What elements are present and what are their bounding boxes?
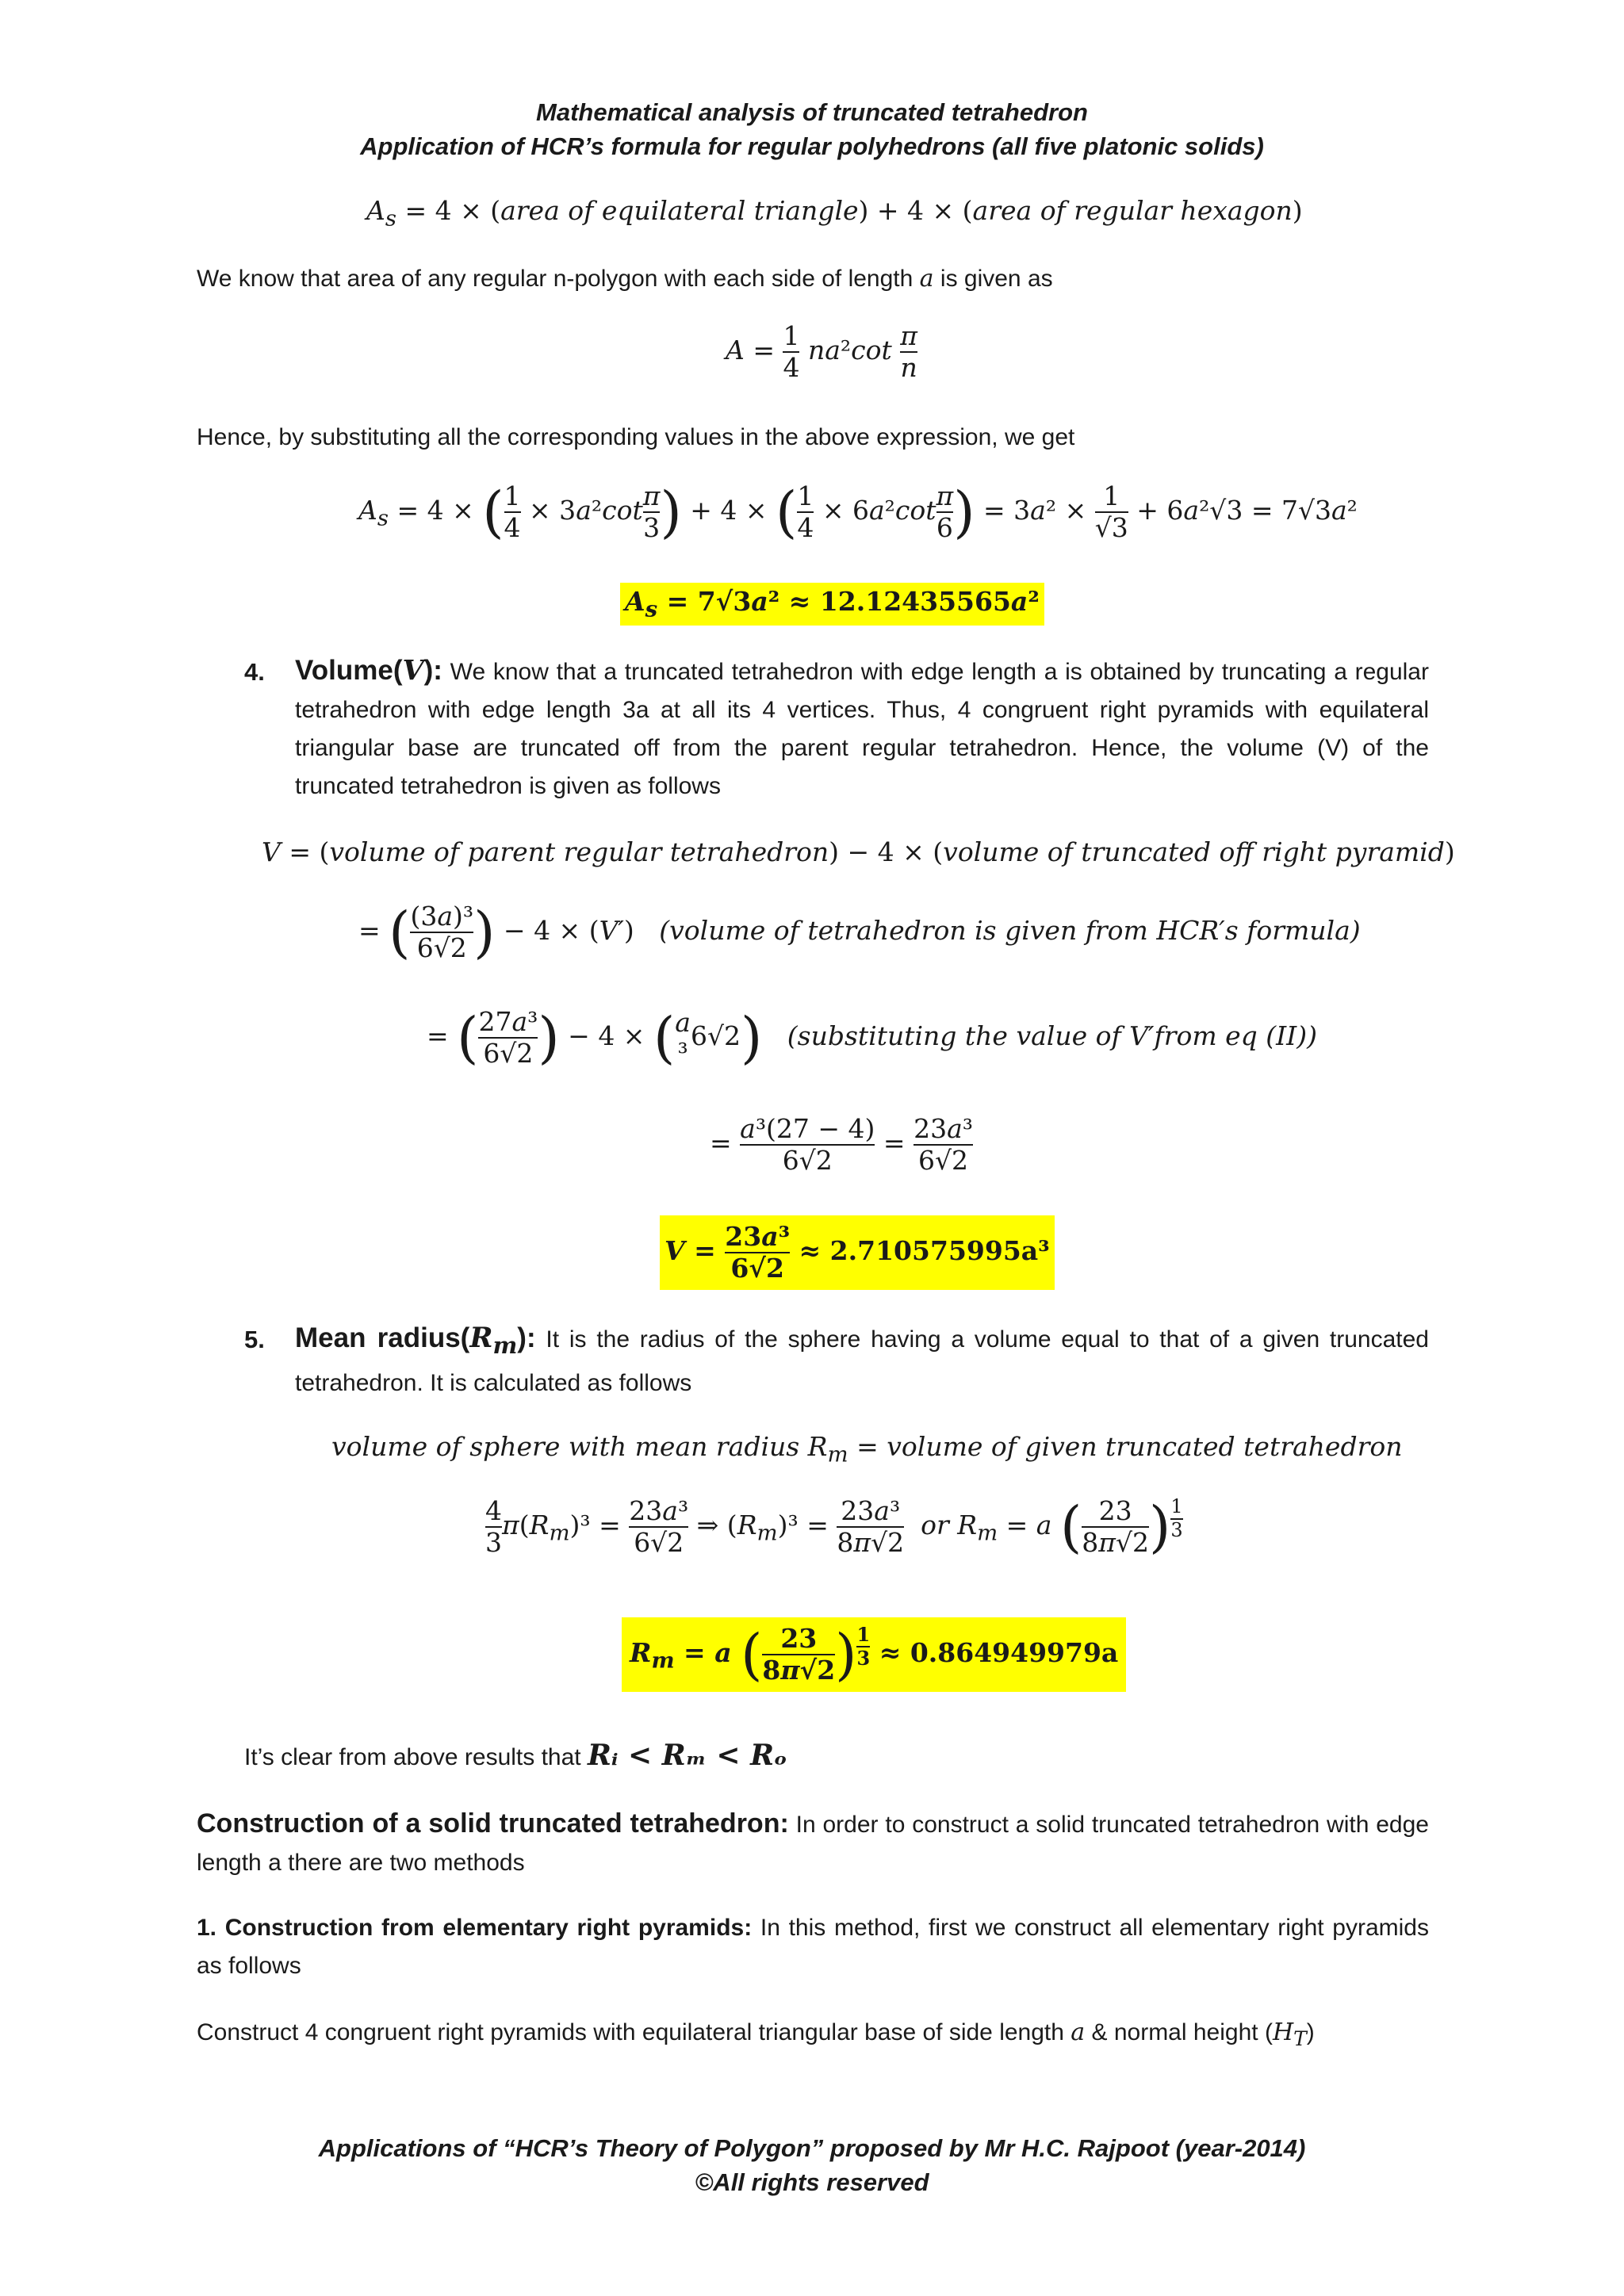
polygon-area-formula: A = $\frac{1}{4}$ na²cot $\frac{\pi}{n}$ <box>726 320 917 383</box>
method1-text: In this method, first we construct all elementary right pyramids as follows <box>197 1915 1429 1979</box>
construction-heading: Construction of a solid truncated tetrahedron: <box>197 1808 789 1839</box>
conclusion-line <box>244 1736 787 1777</box>
area-expansion: $A_s = 4$ × ( $\frac{1}{4}$ × 3a²cot $\frac{\pi}{3}$ ) + 4 × ( $\frac{1}{4}$ × 6a²cot $\frac{\pi}{6}$ ) = 3a² × $\frac{1}{√3}$ + 6a²√3 = 7√3a² <box>358 480 1358 545</box>
substitute-text: Hence, by substituting all the corresponding values in the above expression, we get <box>197 424 1075 450</box>
area-result: $A_s = 7√3a^2 \approx 12.12435565a^2$ <box>620 583 1044 626</box>
volume-eq3: = ( $\frac{\text{27a³}}{6√2}$ ) − 4 × ( a ³6√2) (substituting the value of V′from eq (II)) <box>427 1005 1317 1070</box>
area-formula: $A_s = 4$ × (area of equilateral triangle) + 4 × (area of regular hexagon) <box>366 195 1303 232</box>
volume-paragraph: Volume(V): We know that a truncated tetrahedron with edge length a is obtained by truncating a regular tetrahedron with edge length 3a at all its 4 vertices. Thus, 4 congruent right pyramids with equilateral triangular base are truncated off from the parent regular tetrahedron. Hence, the volume (V) of the truncated tetrahedron is given as follows <box>295 654 1429 799</box>
volume-number: 4. <box>244 658 265 686</box>
volume-eq1: V = (volume of parent regular tetrahedron) − 4 × (volume of truncated off right pyramid) <box>262 836 1455 867</box>
construction-paragraph <box>197 1804 1429 1882</box>
footer-line2: ©All rights reserved <box>695 2168 929 2196</box>
mean-radius-result-value: ≈ 0.864949979a <box>879 1637 1119 1668</box>
mean-radius-result: $R_m = a$ ( $\frac{23}{8\pi√2}$ ) $^{\frac{1}{3}}$ ≈ 0.864949979a <box>622 1617 1126 1692</box>
volume-result-value: ≈ 2.710575995a³ <box>799 1234 1050 1266</box>
volume-text: We know that a truncated tetrahedron with edge length a is obtained by truncating a regular tetrahedron with edge length 3a at all its 4 vertices. Thus, 4 congruent right pyramids with equilateral triangular base are truncated off from the parent regular tetrahedron. Hence, the volume (V) of the truncated tetrahedron is given as follows <box>295 659 1429 799</box>
method1-heading: 1. Construction from elementary right pyramids: <box>197 1915 753 1941</box>
header-subtitle: Application of HCR’s formula for regular polyhedrons (all five platonic solids) <box>360 132 1264 160</box>
construction-step: Construct 4 congruent right pyramids with equilateral triangular base of side length a & normal height $(H_T)$ <box>197 2019 1315 2050</box>
mean-radius-eq1: volume of sphere with mean radius $R_m$ = volume of given truncated tetrahedron <box>331 1431 1403 1468</box>
mean-radius-paragraph: Mean $radius(R_m)$: It is the radius of the sphere having a volume equal to that of a given truncated tetrahedron. It is calculated as follows <box>295 1322 1429 1396</box>
volume-result: V = $\frac{\text{23a³}}{6√2}$ ≈ 2.710575995a³ <box>660 1215 1055 1290</box>
footer-line1: Applications of “HCR’s Theory of Polygon” proposed by Mr H.C. Rajpoot (year-2014) <box>318 2134 1306 2162</box>
mean-radius-number: 5. <box>244 1326 265 1353</box>
mean-radius-eq2: $\frac{4}{3}$ $\pi(R_m)^3$ = $\frac{\text{23a³}}{6√2}$ ⇒ $(R_m)^3$ = $\frac{\text{23a³}}{8\pi√2}$ or $R_m = a$ ( $\frac{23}{8\pi√2}$ ) $^{\frac{1}{3}}$ <box>485 1494 1183 1559</box>
header-title: Mathematical analysis of truncated tetrahedron <box>536 98 1088 126</box>
conclusion-text: It’s clear from above results that <box>244 1744 581 1770</box>
mean-radius-text: It is the radius of the sphere having a volume equal to that of a given truncated tetrahedron. It is calculated as follows <box>295 1326 1429 1396</box>
method1-paragraph <box>197 1909 1429 1985</box>
construction-text: In order to construct a solid truncated tetrahedron with edge length a there are two methods <box>197 1812 1429 1876</box>
volume-eq2: = ( $\frac{\text{(3a)³}}{6√2}$ ) − 4 × (V′) (volume of tetrahedron is given from HCR′s formula) <box>358 900 1361 965</box>
radius-inequality: Rᵢ < Rₘ < Rₒ <box>587 1739 787 1772</box>
area-intro: We know that area of any regular n-polygon with each side of length a is given as <box>197 265 1053 293</box>
volume-eq4: = $\frac{\text{a³(27 − 4)}}{6√2}$ = $\frac{\text{23a³}}{6√2}$ <box>710 1113 973 1176</box>
